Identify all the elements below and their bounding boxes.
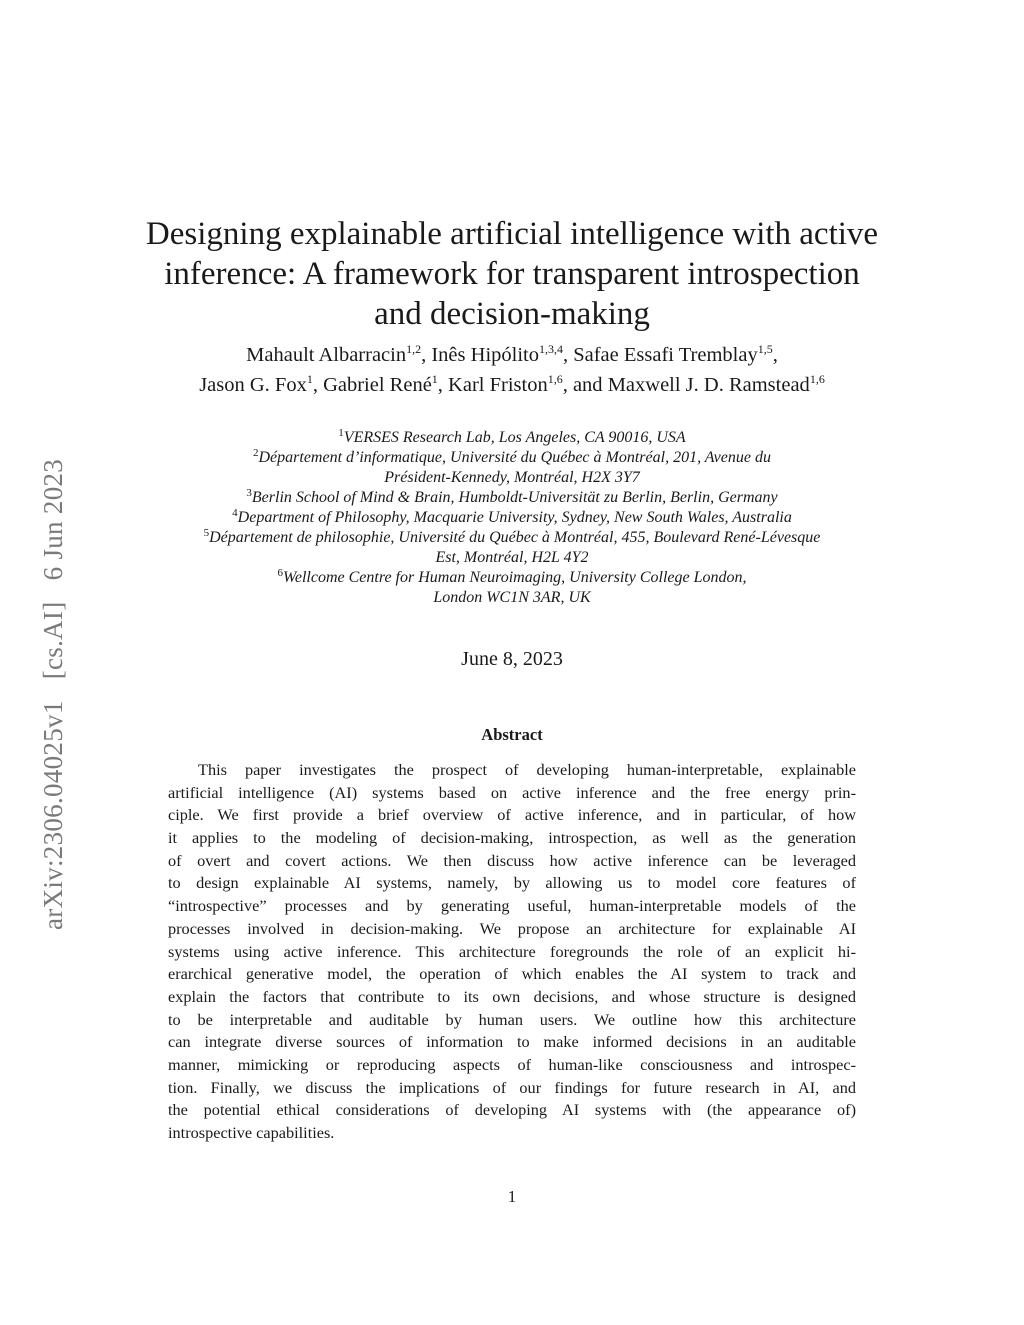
- affiliation-number: 6: [277, 567, 283, 579]
- publication-date: June 8, 2023: [461, 648, 563, 670]
- author-affiliation-marker: 1,2: [406, 342, 422, 356]
- affiliation-number: 4: [232, 507, 238, 519]
- page-number: 1: [507, 1187, 517, 1206]
- abstract-line: introspective capabilities.: [168, 1123, 335, 1142]
- abstract-line: This paper investigates the prospect of developing human-interpretable, explainable: [198, 760, 856, 779]
- author-line: [92, 370, 932, 400]
- arxiv-category: [cs.AI]: [38, 601, 68, 680]
- author-name: Jason G. Fox: [199, 374, 307, 396]
- affiliation-text: VERSES Research Lab, Los Angeles, CA 90016, USA: [343, 429, 686, 446]
- affiliation-continuation: Est, Montréal, H2L 4Y2: [435, 549, 589, 566]
- author-separator: ,: [312, 374, 324, 396]
- affiliation-item: [120, 448, 904, 468]
- affiliation-number: 2: [253, 447, 259, 459]
- author-separator: , and: [562, 374, 608, 396]
- affiliation-text: Berlin School of Mind & Brain, Humboldt-Universität zu Berlin, Berlin, Germany: [251, 489, 778, 506]
- affiliation-item: [120, 528, 904, 548]
- author-affiliation-marker: 1: [306, 372, 313, 386]
- author-name: Safae Essafi Tremblay: [573, 344, 758, 366]
- abstract-line: explain the factors that contribute to its own decisions, and whose structure is designed: [168, 986, 856, 1006]
- author-affiliation-marker: 1,6: [809, 372, 825, 386]
- abstract-body: [168, 759, 856, 1145]
- arxiv-stamp: [38, 370, 72, 930]
- affiliation-number: 1: [338, 427, 344, 439]
- affiliation-text: Wellcome Centre for Human Neuroimaging, University College London,: [282, 569, 747, 586]
- abstract-line: to be interpretable and auditable by human users. We outline how this architecture: [168, 1009, 856, 1029]
- abstract-line: tion. Finally, we discuss the implications of our findings for future research in AI, and: [168, 1077, 856, 1097]
- author-name: Karl Friston: [448, 374, 548, 396]
- author-list: [92, 340, 932, 400]
- affiliation-item: [120, 508, 904, 528]
- paper-title: [112, 214, 912, 334]
- author-name: Mahault Albarracin: [246, 344, 407, 366]
- affiliation-item: [120, 568, 904, 588]
- affiliation-item: [120, 428, 904, 448]
- affiliation-number: 5: [203, 527, 210, 539]
- abstract-line: ciple. We first provide a brief overview of active inference, and in particular, of how: [168, 805, 856, 825]
- affiliation-text: Department of Philosophy, Macquarie University, Sydney, New South Wales, Australia: [237, 509, 792, 526]
- author-separator: ,: [421, 344, 432, 366]
- abstract-line: systems using active inference. This architecture foregrounds the role of an explicit hi-: [168, 941, 856, 961]
- affiliation-continuation: London WC1N 3AR, UK: [433, 589, 591, 606]
- affiliation-item: [120, 488, 904, 508]
- abstract-line: artificial intelligence (AI) systems based on active inference and the free energy prin-: [168, 782, 856, 802]
- title-line: and decision-making: [374, 296, 650, 333]
- abstract-line: erarchical generative model, the operation of which enables the AI system to track and: [168, 964, 856, 984]
- author-separator: ,: [437, 374, 449, 396]
- title-line: inference: A framework for transparent introspection: [164, 256, 860, 293]
- arxiv-id: arXiv:2306.04025v1: [38, 700, 68, 930]
- abstract-heading: Abstract: [481, 725, 543, 744]
- abstract-line: the potential ethical considerations of developing AI systems with (the appearance of): [168, 1100, 856, 1120]
- affiliation-continuation: Président-Kennedy, Montréal, H2X 3Y7: [384, 469, 640, 486]
- affiliation-number: 3: [246, 487, 252, 499]
- affiliation-list: [120, 428, 904, 608]
- abstract-line: “introspective” processes and by generating useful, human-interpretable models of the: [168, 896, 856, 916]
- affiliation-text: Département de philosophie, Université du Québec à Montréal, 455, Boulevard René-Lévesque: [209, 529, 821, 546]
- arxiv-date: 6 Jun 2023: [38, 458, 68, 581]
- author-separator: ,: [562, 344, 574, 366]
- author-affiliation-marker: 1: [431, 372, 438, 386]
- author-name: Inês Hipólito: [431, 344, 539, 366]
- affiliation-text: Département d’informatique, Université du Québec à Montréal, 201, Avenue du: [258, 449, 771, 466]
- author-name: Gabriel René: [323, 374, 432, 396]
- author-affiliation-marker: 1,6: [547, 372, 563, 386]
- author-name: Maxwell J. D. Ramstead: [607, 374, 810, 396]
- author-affiliation-marker: 1,5: [757, 342, 773, 356]
- abstract-line: to design explainable AI systems, namely, by allowing us to model core features of: [168, 873, 856, 893]
- author-separator: ,: [772, 344, 778, 366]
- title-line: Designing explainable artificial intelligence with active: [145, 216, 879, 253]
- abstract-line: of overt and covert actions. We then discuss how active inference can be leveraged: [168, 850, 856, 870]
- author-affiliation-marker: 1,3,4: [538, 342, 563, 356]
- abstract-line: processes involved in decision-making. We propose an architecture for explainable AI: [168, 918, 856, 938]
- abstract-line: can integrate diverse sources of information to make informed decisions in an auditable: [168, 1032, 856, 1052]
- abstract-line: manner, mimicking or reproducing aspects of human-like consciousness and introspec-: [168, 1054, 856, 1074]
- author-line: [92, 340, 932, 370]
- abstract-line: it applies to the modeling of decision-making, introspection, as well as the generation: [168, 828, 856, 848]
